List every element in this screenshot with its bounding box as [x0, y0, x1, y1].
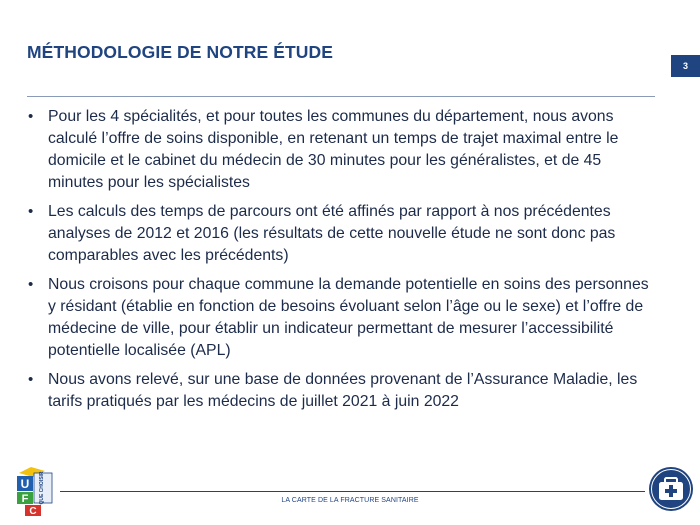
slide-title: MÉTHODOLOGIE DE NOTRE ÉTUDE — [27, 42, 334, 62]
bullet-item — [27, 369, 659, 413]
ufc-que-choisir-logo — [15, 461, 57, 517]
page-number: 3 — [671, 55, 700, 77]
footer-divider — [60, 491, 645, 492]
bullet-marker: • — [28, 203, 34, 220]
bullet-marker: • — [28, 371, 34, 388]
bullet-item — [27, 106, 659, 194]
title-divider — [27, 96, 655, 97]
bullet-text: Nous croisons pour chaque commune la demande potentielle en soins des personnes y résidant (établie en fonction de besoins évoluant selon l’âge ou le sexe) et l’offre de médecine de ville, pour établir un indicateur permettant de mesurer l’accessibilité potentielle localisée (APL) — [48, 276, 649, 359]
logo-side-text: QUE CHOISIR — [39, 471, 45, 505]
logo-letter-c: C — [29, 506, 37, 517]
logo-letter-u: U — [20, 477, 30, 491]
bullet-text: Nous avons relevé, sur une base de données provenant de l’Assurance Maladie, les tarifs pratiqués par les médecins de juillet 2021 à juin 2022 — [48, 371, 638, 410]
bullet-text: Les calculs des temps de parcours ont été affinés par rapport à nos précédentes analyses de 2012 et 2016 (les résultats de cette nouvelle étude ne sont donc pas comparables avec les précédents) — [48, 203, 616, 264]
logo-letter-f: F — [21, 493, 29, 505]
bullet-text: Pour les 4 spécialités, et pour toutes les communes du département, nous avons calculé l’offre de soins disponible, en retenant un temps de trajet maximal entre le domicile et le cabinet du médecin de 30 minutes pour les généralistes, et de 45 minutes pour les spécialistes — [48, 108, 619, 191]
bullet-item — [27, 201, 659, 267]
footer-title: LA CARTE DE LA FRACTURE SANITAIRE — [281, 497, 419, 504]
bullet-item — [27, 274, 659, 362]
bullet-list — [27, 106, 659, 420]
bullet-marker: • — [28, 108, 34, 125]
bullet-marker: • — [28, 276, 34, 293]
medical-kit-icon — [648, 466, 694, 512]
